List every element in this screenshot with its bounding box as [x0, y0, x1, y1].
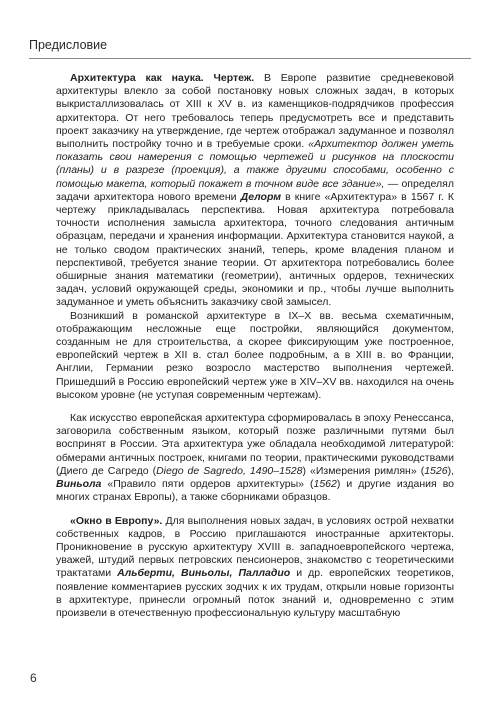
text-run: ) и другие издания во многих странах Европы), а также сборниками образцов. — [56, 478, 454, 504]
section-title: «Окно в Европу». — [70, 514, 163, 527]
paragraph — [56, 515, 454, 621]
italic-run: 1526 — [424, 464, 448, 477]
page-body — [56, 72, 454, 620]
text-run: Для выполнения новых задач, в условиях острой нехватки собственных кадров, в Россию приглашаются иностранные архитекторы. Проникновение в русскую архитектуру XVIII в. западноевропейского чертежа, уважей, штудий первых петровских пенсионеров, знакомство с теоретическими трактатами — [56, 514, 454, 580]
author-names: Альберти, Виньолы, Палладио — [117, 567, 291, 580]
text-run: ), — [447, 464, 454, 477]
paragraph-gap — [56, 402, 454, 412]
text-run: ) «Измерения римлян» ( — [302, 464, 425, 477]
section-title: Архитектура как наука. Чертеж. — [70, 72, 255, 84]
text-run: в книге «Архитектура» в 1567 г. К чертежу прикладывалась перспектива. Новая архитектура потребовала точности исполнения замысла архитектора, точного следования античным образцам, передачи и хранения информации. Архитектура становится наукой, а не только сводом практических знаний, теперь, кроме владения планом и перспективой, требуется знание теории. От архитектора потребовались более обширные знания математики (геометрии), античных ордеров, технических задач, условий окружающей среды, экономики и пр., чтобы лучше выполнить задуманное и уметь объяснить заказчику свой замысел. — [56, 190, 454, 309]
page-number: 6 — [30, 671, 37, 685]
text-run: «Правило пяти ордеров архитектуры» ( — [101, 478, 314, 491]
running-header: Предисловие — [29, 38, 108, 52]
text-run: В Европе развитие средневековой архитектуры влекло за собой постановку новых сложных задач, в которых выкристаллизовалась от XIII к XV в. из каменщиков-подрядчиков профессия архитектора. От него требовалось теперь предусмотреть все и представить проект заказчику на утверждение, где чертеж отображал задуманное и позволял выполнить постройку точно и в требуемые сроки. — [56, 72, 454, 151]
paragraph-gap — [56, 505, 454, 515]
header-divider — [29, 58, 471, 59]
author-name: Виньола — [56, 478, 102, 491]
text-run: Как искусство европейская архитектура сформировалась в эпоху Ренессанса, заговорила собственным языком, который позже различными путями был воспринят в России. Эта архитектура уже обладала необходимой литературой: обмерами античных построек, книгами по теории, практическими руководствами (Диего де Сагредо ( — [56, 412, 454, 477]
author-name: Делорм — [240, 190, 282, 203]
italic-run: 1562 — [313, 478, 337, 491]
paragraph — [56, 72, 454, 310]
text-run: — определял задачи архитектора нового времени — [56, 177, 454, 203]
text-run: и др. европейских теоретиков, появление комментариев русских зодчих к их трудам, открыли новые горизонты в архитектуре, принесли огромный поток знаний и, одновременно с этим произвели в отечественную профессиональную культуру масштабную — [56, 567, 454, 619]
quote-italic: «Архитектор должен уметь показать свои намерения с помощью чертежей и рисунков на плоскости (планы) и в разрезе (проекция), а также другими способами, особенно с помощью макета, который покажет в точном виде все здание», — [56, 138, 455, 190]
paragraph: Возникший в романской архитектуре в IX–X вв. весьма схематичным, отображающим несложные еще постройки, являющийся документом, созданным не для строительства, а скорее фиксирующим уже построенное, европейский чертеж в XII в. стал более подробным, а в XIII в. во Франции, Англии, Германии резко возросло мастерство выполнения чертежей. Пришедший в Россию европейский чертеж уже в XIV–XV вв. находился на очень высоком уровне (не уступая современным чертежам). — [56, 309, 454, 401]
paragraph — [56, 412, 454, 504]
italic-run: Diego de Sagredo, 1490–1528 — [156, 464, 303, 477]
